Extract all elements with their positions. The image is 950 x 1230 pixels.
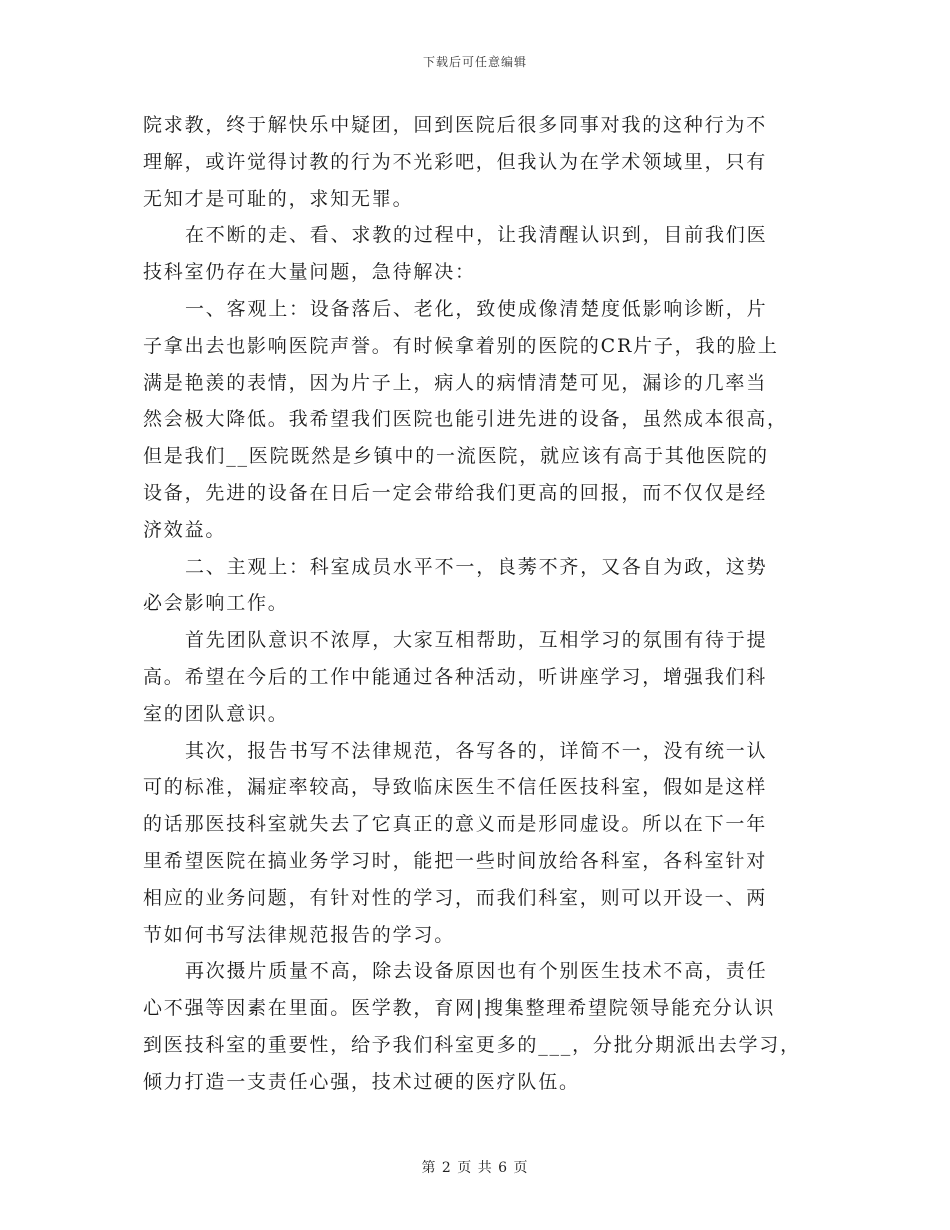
body-line: 必会影响工作。 [143, 592, 289, 615]
body-line: 心不强等因素在里面。医学教，育网|搜集整理希望院领导能充分认识 [143, 997, 776, 1020]
body-line: 设备，先进的设备在日后一定会带给我们更高的回报，而不仅仅是经 [143, 481, 768, 504]
body-line: 到医技科室的重要性，给予我们科室更多的___，分批分期派出去学习， [143, 1033, 801, 1056]
body-line: 的话那医技科室就失去了它真正的意义而是形同虚设。所以在下一年 [143, 813, 768, 836]
body-line: 相应的业务问题，有针对性的学习，而我们科室，则可以开设一、两 [143, 886, 768, 909]
body-line: 高。希望在今后的工作中能通过各种活动，听讲座学习，增强我们科 [143, 665, 768, 688]
body-line: 可的标准，漏症率较高，导致临床医生不信任医技科室，假如是这样 [143, 776, 768, 799]
body-line: 理解，或许觉得讨教的行为不光彩吧，但我认为在学术领域里，只有 [143, 150, 768, 173]
page-number-footer: 第 2 页 共 6 页 [421, 1160, 529, 1176]
body-line: 济效益。 [143, 518, 227, 541]
paragraph-start-line: 其次，报告书写不法律规范，各写各的，详简不一，没有统一认 [185, 739, 768, 762]
document-body [143, 107, 808, 1101]
body-line: 无知才是可耻的，求知无罪。 [143, 187, 414, 210]
body-line: 节如何书写法律规范报告的学习。 [143, 923, 456, 946]
paragraph-start-line: 首先团队意识不浓厚，大家互相帮助，互相学习的氛围有待于提 [185, 629, 768, 652]
body-line: 但是我们__医院既然是乡镇中的一流医院，就应该有高于其他医院的 [143, 445, 769, 468]
body-line: 里希望医院在搞业务学习时，能把一些时间放给各科室，各科室针对 [143, 849, 768, 872]
body-line: 然会极大降低。我希望我们医院也能引进先进的设备，虽然成本很高， [143, 408, 788, 431]
paragraph-start-line: 二、主观上：科室成员水平不一，良莠不齐，又各自为政，这势 [185, 555, 768, 578]
body-line: 院求教，终于解快乐中疑团，回到医院后很多同事对我的这种行为不 [143, 114, 768, 136]
paragraph-start-line: 再次摄片质量不高，除去设备原因也有个别医生技术不高，责任 [185, 960, 768, 983]
body-line: 子拿出去也影响医院声誉。有时候拿着别的医院的CR片子，我的脸上 [143, 334, 779, 357]
paragraph-start-line: 在不断的走、看、求教的过程中，让我清醒认识到，目前我们医 [185, 224, 768, 247]
page-header-note: 下载后可任意编辑 [422, 55, 527, 69]
body-line: 满是艳羡的表情，因为片子上，病人的病情清楚可见，漏诊的几率当 [143, 371, 768, 394]
body-line: 室的团队意识。 [143, 702, 289, 725]
body-line: 倾力打造一支责任心强，技术过硬的医疗队伍。 [143, 1070, 580, 1093]
body-line: 技科室仍存在大量问题，急待解决： [143, 261, 476, 284]
paragraph-start-line: 一、客观上：设备落后、老化，致使成像清楚度低影响诊断，片 [185, 297, 768, 320]
